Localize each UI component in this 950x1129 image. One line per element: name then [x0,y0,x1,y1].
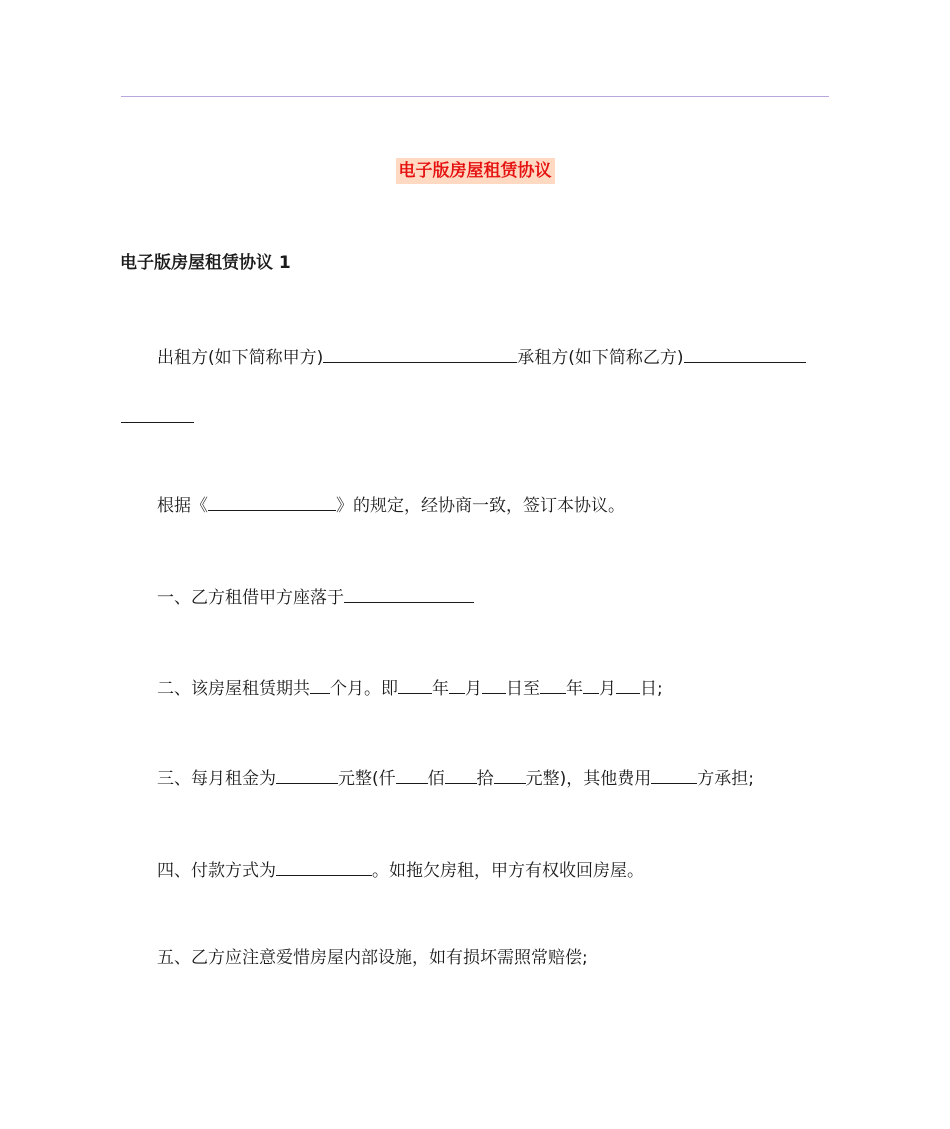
clause-3 [157,763,754,792]
clause-2-text-d: 月 [465,679,482,699]
clause-3-text-d: 拾 [476,769,494,789]
thousands-blank [396,763,428,784]
lessee-label: 承租方(如下简称乙方) [517,348,684,368]
clause-5-text: 五、乙方应注意爱惜房屋内部设施，如有损坏需照常赔偿; [157,948,588,968]
clause-2-text-c: 年 [432,679,449,699]
document-title [0,158,950,184]
law-name-blank [208,490,336,511]
paragraph-parties-continued [121,402,194,431]
address-blank [344,582,474,603]
lessor-label: 出租方(如下简称甲方) [157,348,324,368]
section-heading: 电子版房屋租赁协议 1 [120,253,291,273]
months-blank [310,673,330,694]
tens-blank [494,763,526,784]
clause-2-text-a: 二、该房屋租赁期共 [157,679,310,699]
hundreds-blank [445,763,477,784]
clause-2-text-f: 年 [566,679,583,699]
paragraph-parties [157,342,806,371]
clause-3-text-e: 元整)，其他费用 [525,769,652,789]
rent-amount-blank [276,763,338,784]
clause-4-text-b: 。如拖欠房租，甲方有权收回房屋。 [372,861,644,881]
basis-text-start: 根据《 [157,496,208,516]
lessor-blank [323,342,517,363]
clause-4 [157,855,644,884]
clause-1-text: 一、乙方租借甲方座落于 [157,588,344,608]
end-month-blank [583,673,599,694]
clause-2-text-h: 日; [640,679,663,699]
clause-2-text-g: 月 [599,679,616,699]
start-day-blank [482,673,506,694]
clause-2-text-b: 个月。即 [330,679,398,699]
start-year-blank [398,673,432,694]
start-month-blank [449,673,465,694]
clause-2-text-e: 日至 [506,679,540,699]
header-rule [121,96,829,97]
clause-3-text-b: 元整(仟 [338,769,396,789]
lessee-blank-continued [121,402,194,423]
clause-3-text-f: 方承担; [697,769,755,789]
clause-4-text-a: 四、付款方式为 [157,861,276,881]
clause-2 [157,673,663,702]
end-year-blank [540,673,566,694]
paragraph-basis [157,490,625,519]
end-day-blank [616,673,640,694]
clause-3-text-c: 佰 [427,769,445,789]
clause-3-text-a: 三、每月租金为 [157,769,276,789]
payment-method-blank [276,855,372,876]
clause-5 [157,945,588,971]
clause-1 [157,582,474,611]
other-fees-party-blank [651,763,697,784]
lessee-blank [684,342,806,363]
document-title-text: 电子版房屋租赁协议 [396,158,555,184]
basis-text-end: 》的规定，经协商一致，签订本协议。 [336,496,625,516]
